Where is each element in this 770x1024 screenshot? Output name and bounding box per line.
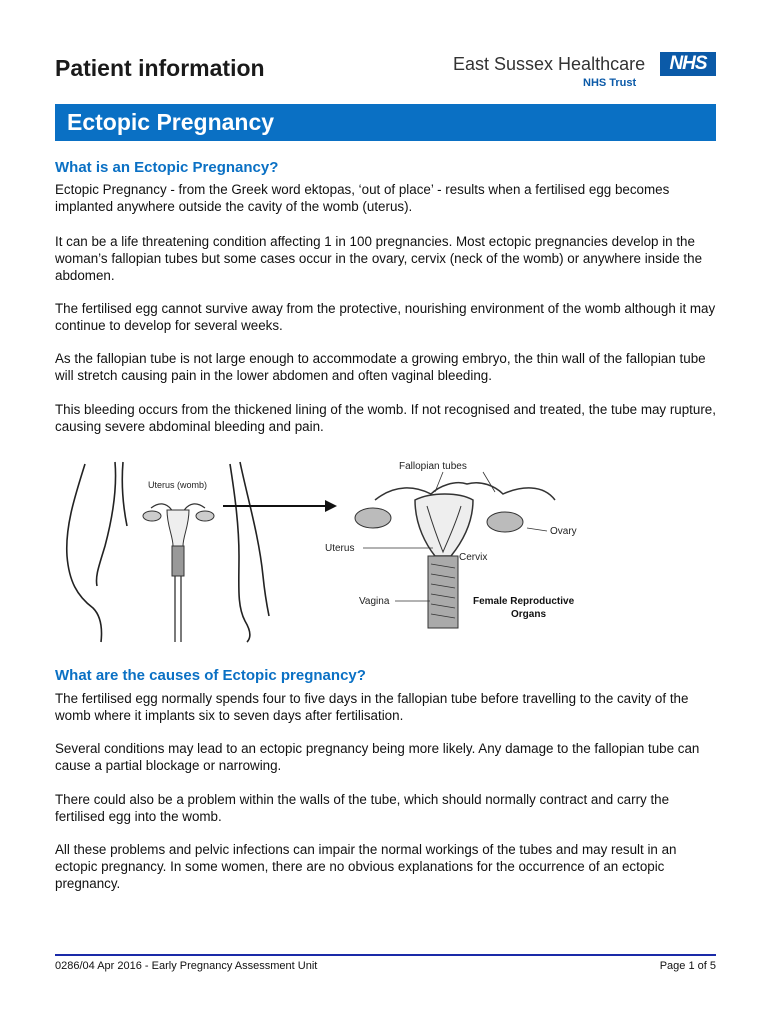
paragraph: Ectopic Pregnancy - from the Greek word ektopas, ‘out of place’ - results when a fertilised egg becomes implanted anywhere outside the cavity of the womb (uterus). [55, 182, 670, 214]
label-ovary: Ovary [550, 526, 577, 537]
trust-logo [453, 50, 723, 92]
label-cervix: Cervix [459, 552, 488, 563]
paragraph: The fertilised egg normally spends four to five days in the fallopian tube before travelling to the cavity of the womb where it implants six to seven days after fertilisation. [55, 691, 689, 723]
label-fallopian-tubes: Fallopian tubes [399, 461, 467, 472]
paragraph: Several conditions may lead to an ectopic pregnancy being more likely. Any damage to the fallopian tube can cause a partial blockage or narrowing. [55, 741, 700, 773]
title-banner: Ectopic Pregnancy [55, 104, 716, 141]
page-number: Page 1 of 5 [659, 960, 716, 972]
label-uterus: Uterus [325, 543, 355, 554]
section-heading-what-is: What is an Ectopic Pregnancy? [55, 159, 279, 176]
paragraph: It can be a life threatening condition affecting 1 in 100 pregnancies. Most ectopic pregnancies develop in the woman’s fallopian tubes but some cases occur in the ovary, cervix (neck of the womb) or anywhere inside the abdomen. [55, 234, 703, 283]
page-title: Patient information [55, 55, 265, 81]
anatomy-diagram [55, 456, 715, 646]
trust-subtitle: NHS Trust [583, 77, 637, 89]
paragraph: The fertilised egg cannot survive away from the protective, nourishing environment of the womb although it may continue to develop for several weeks. [55, 301, 716, 333]
label-vagina: Vagina [359, 596, 390, 607]
paragraph: All these problems and pelvic infections can impair the normal workings of the tubes and may result in an ectopic pregnancy. In some women, there are no obvious explanations for the occurrence of an ectopic pregnancy. [55, 842, 677, 891]
footer-reference: 0286/04 Apr 2016 - Early Pregnancy Assessment Unit [55, 960, 318, 972]
paragraph: There could also be a problem within the walls of the tube, which should normally contract and carry the fertilised egg into the womb. [55, 792, 670, 824]
caption-line-2: Organs [511, 609, 547, 620]
footer-divider [55, 954, 716, 956]
paragraph: This bleeding occurs from the thickened lining of the womb. If not recognised and treated, the tube may rupture, causing severe abdominal bleeding and pain. [55, 402, 716, 434]
trust-name: East Sussex Healthcare [453, 54, 646, 74]
caption-line-1: Female Reproductive [473, 596, 575, 607]
body-uterus-label: Uterus (womb) [148, 480, 208, 490]
paragraph: As the fallopian tube is not large enough to accommodate a growing embryo, the thin wall of the fallopian tube will stretch causing pain in the lower abdomen and often vaginal bleeding. [55, 351, 706, 383]
nhs-logo: NHS [660, 52, 716, 76]
section-heading-causes: What are the causes of Ectopic pregnancy? [55, 667, 366, 684]
